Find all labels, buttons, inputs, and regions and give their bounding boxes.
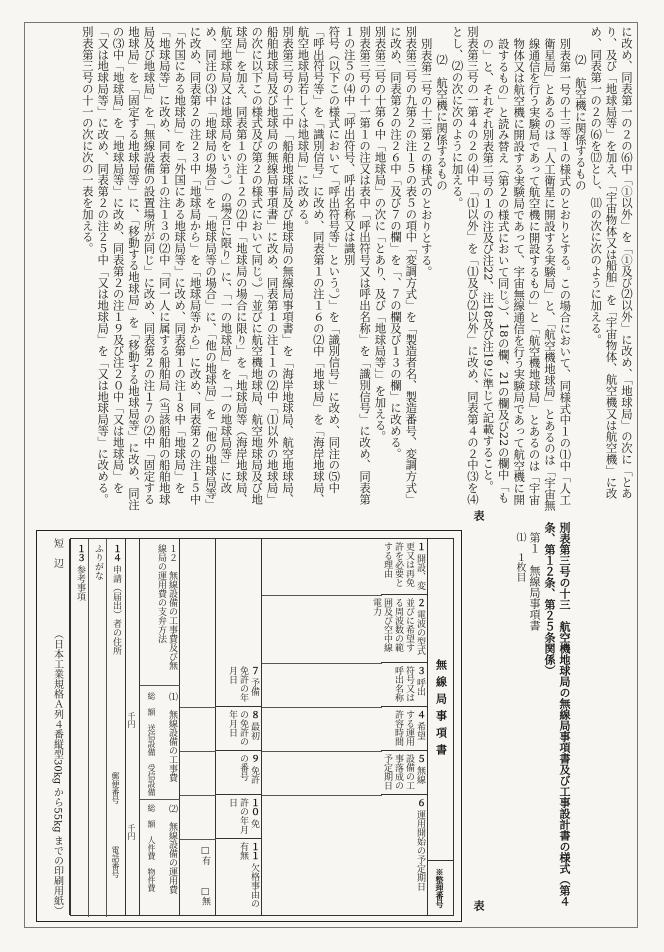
paragraph: 別表第二号の十三第２の様式のとおりとする。 xyxy=(419,38,434,278)
form-cell-11: １１ 欠格事由の有無 xyxy=(238,842,259,908)
construction-cost-items: 総 額 送信設備 受信設備 xyxy=(147,692,156,796)
form-cell-8: ８ 最初の免許の年月日 xyxy=(215,707,261,751)
form-cell-5: ５ 無線設備の工事落成の予定期日 xyxy=(381,751,427,795)
footer-paper-spec: （日本工業規格Ａ列４番縦型30kg から55kg までの印刷用紙） xyxy=(51,629,63,916)
form-footer xyxy=(44,538,71,916)
form-title: 無線局事項書 xyxy=(434,659,448,761)
paragraph: 別表第三号の十第６中「地球局」の次に「とあり、及び「地球局等」」を加える。 xyxy=(373,26,388,443)
paragraph: 別表第三号の十一の次に次の一表を加える。 xyxy=(80,26,95,254)
form-subheading: 第１ 無線局事項書 xyxy=(528,532,541,631)
paragraph-heading: ⑵ 航空機に関係するもの xyxy=(435,54,450,191)
form-column-a xyxy=(371,539,427,915)
sequence-number-label: ※整理番号 xyxy=(428,860,453,915)
amendment-body-text xyxy=(36,26,634,516)
form-main-heading: 別表第三号の十三 航空機地球局の無線局事項書及び工事設計書の様式（第４条、第１２条、第２５条関係） xyxy=(543,522,571,907)
furigana-label: ふりがな xyxy=(93,544,103,580)
paragraph: 符号（以下この様式において「呼出符号等」という。）」を「識別信号」に改め、同注の⑸中「呼出符号等」を「識別信号」に改め、同表第１の注１６の⑵中「地球局」を「海岸地球局、航空地球局若しくは地球局」に改める。 xyxy=(296,26,342,505)
form-column-values-b xyxy=(179,539,215,915)
cost-row-label: １２ 無線設備の工事費及び無線局の運用費の支弁方法 xyxy=(156,544,177,670)
form-caption: ⑴ １枚目 xyxy=(514,532,525,582)
construction-unit: 千円 xyxy=(127,712,136,728)
paragraph: に改め、同表第一の２の⑹中「①以外」を「①及び⑵以外」に改め、「地球局」の次に「とあり、及び「地球局等」を加え、「宇宙物体又は船舶」を「宇宙物体、航空機又は航空機」に改め、同表第一の２の⑹を⑿とし、⑾の次に次のように加える。 xyxy=(589,26,634,500)
form-column-values-a xyxy=(261,539,381,915)
postal-code-label: 郵便番号 xyxy=(111,772,120,804)
paragraph: 別表第一号の十三等１の様式のとおりとする。この場合において、同様式中１の⑴中「人工衛星局」とあるのは「人工衛星に開設する実験局」と、「航空機地球局」とあるのは「宇宙無線通信を行う実験局であって航空機に開設するもの」と「航空機地球局」とあるのは「宇宙物体又は航空機に開設する実験局であって、宇宙無線通信を行う実験局であって航空機に開設するもの」と読み替え（第２の様式において同じ。）、18の欄、21の欄及び22の欄中「もの」と、それぞれ別表第二号の１の注及び注22、注18及び注19に準じて記載すること。 xyxy=(481,38,573,512)
form-cell-3: ３ 呼出符号又は呼出名称 xyxy=(381,663,427,707)
checkbox-yes[interactable]: □有 xyxy=(200,846,210,865)
form-column-cost xyxy=(139,539,179,915)
operation-unit: 千円 xyxy=(127,824,136,840)
form-heading xyxy=(512,522,572,922)
paragraph-heading: ⑵ 航空機に関係するもの xyxy=(573,54,588,191)
form-cell-14: １４ 申請（届出）者の住所 xyxy=(111,544,121,655)
form-cell-13: １３ 参考事項 xyxy=(75,544,85,601)
form-column-bottom-rows xyxy=(69,539,125,915)
form-cell-6: ６ 運用開始の予定期日 xyxy=(415,798,425,891)
form-cell-1: １ 開設、変更又は再免許を必要とする理由 xyxy=(381,539,427,595)
disqualification-checkboxes[interactable] xyxy=(182,843,212,915)
radio-station-form-table xyxy=(70,538,454,916)
paragraph: 別表第三号の九第２の注１５の表５の項中「変調方式」を「製造者名、製造番号、変調方式」に改め、同表第２の注２６中「及び７の欄」を「、７の欄及び１３の欄」に改める。 xyxy=(388,26,419,505)
form-cell-4: ４ 希望する運用許容時間 xyxy=(381,707,427,751)
form-column-b xyxy=(215,539,261,915)
footer-short-edge: 短 辺 xyxy=(51,538,63,568)
form-cell-7: ７ 予備免許の年月日 xyxy=(215,663,261,707)
side-label-bottom: 表 xyxy=(472,900,485,911)
operation-cost-title: ⑵ 無線設備の運用費 xyxy=(167,804,177,894)
form-cell-2: ２ 電波の型式並びに希望する周波数の範囲及び空中線電力 xyxy=(381,595,427,663)
form-cell-9: ９ 免許の番号 xyxy=(215,751,261,795)
operation-cost-items: 総 額 人件費 物件費 xyxy=(147,804,156,892)
side-label-top: 表 xyxy=(472,510,485,521)
form-column-units xyxy=(125,539,139,915)
paragraph: 別表第三号の十二中「船舶地球局及び地球局の無線局事項書」を「海岸地球局、航空地球局、船舶地球局及び地球局の無線局事項書」に改め、同表第１の注１１の⑵中「⑴以外の地球局」の次に以下この様式及び第２の様式において同じ。）「並びに航空機地球局、航空地球局及び地球局」を加え、同表第１の注１２の⑵中「地球局の場合に限り」を「地球局等（海岸地球局、航空地球局又は地球局をいう。）の場合に限り」に、「一の地球局」を「一の地球局等」に改め、同注の⑶中「地球局の場合」を「地球局等の場合」に、「他の地球局」を「他の地球局等」に改め、同表第２の注２３中「地球局から」を「地球局等から」に改め、同表第２の注１５中「外国にある地球局」を「外国にある地球局等」に改め、同表第１の注１８中「地球局」を「地球局等」に改め、同表第１の注１３の⑵中「同一人に属する船舶局（当該船舶の船舶地球局及び地球局」を「無線設備の設置場所が同じ」に改め、同表第２の注１７の⑵中「固定する地球局」を「固定する地球局等」に、「移動する地球局」を「移動する地球局等」に改め、同注の⑶中「地球局」を「地球局等」に改め、同表第２の注１９及び注２０中「又は地球局」を「又は地球局等」に改め、同表第２の注２５中「又は地球局」を「又は地球局等」に改める。 xyxy=(96,26,296,511)
construction-cost-title: ⑴ 無線設備の工事費 xyxy=(167,692,177,782)
paragraph: 別表第三号の十一第１の注又は表中「呼出符号又は呼出名称」を「識別信号」に改め、同表第１の注５の⑷中「呼出符号、呼出名称又は識別 xyxy=(342,26,373,505)
paragraph: 別表第三号の一第４の２の⑷中「⑴以外」を「⑴及び⑵以外」に改め、同表第４の２中⑶を⑷とし、⑵の次に次のように加える。 xyxy=(450,26,480,505)
checkbox-no[interactable]: □無 xyxy=(200,886,210,906)
phone-number-label: 電話番号 xyxy=(111,846,120,878)
form-cell-10: １０ 免許の年月日 xyxy=(215,795,261,839)
form-title-band xyxy=(427,539,453,915)
